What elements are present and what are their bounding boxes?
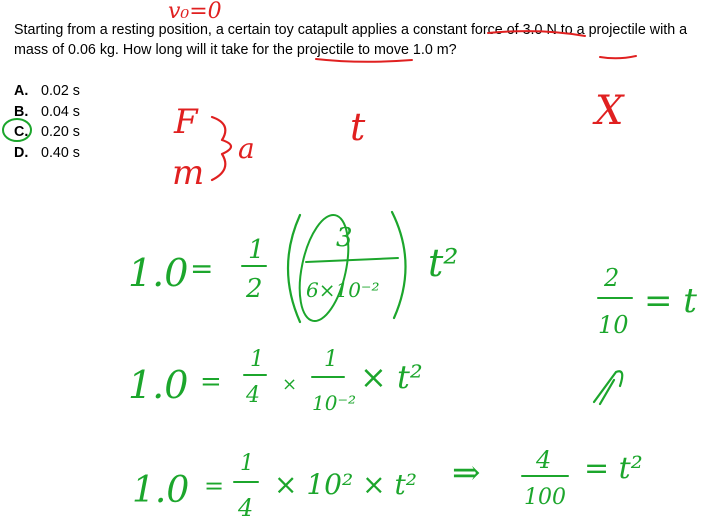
choice-text: 0.04 s xyxy=(41,103,80,120)
force-symbol: F xyxy=(174,102,198,142)
eq1-close-paren xyxy=(392,212,406,318)
choice-letter: D. xyxy=(14,145,29,162)
choice-text: 0.02 s xyxy=(41,83,80,99)
underline-how-long xyxy=(316,59,412,62)
eq1-t-squared: t² xyxy=(428,241,459,285)
eq1-frac-den: 6×10⁻² xyxy=(306,278,380,302)
eq3-result-eq: = t² xyxy=(584,451,643,486)
eq3-lhs: 1.0 xyxy=(132,470,190,511)
eq1-equals: = xyxy=(190,252,214,285)
brace-mark xyxy=(212,117,231,180)
eq2-frac-den: 10⁻² xyxy=(312,391,357,415)
underline-distance xyxy=(600,56,636,58)
choice-text: 0.20 s xyxy=(41,124,80,141)
v0-note: v₀=0 xyxy=(168,0,222,24)
choice-letter: B. xyxy=(14,103,29,120)
question-text: Starting from a resting position, a certain toy catapult applies a constant force of 3.0 N to a projectile with a mass of 0.06 kg. How long will it take for the projectile to move 1.0 m? xyxy=(14,22,688,58)
eq2-equals: = xyxy=(200,367,222,397)
time-symbol: t xyxy=(350,105,366,149)
eq1-frac-num: 3 xyxy=(336,223,353,253)
eq3-result-den: 100 xyxy=(524,485,566,510)
choice-letter: C. xyxy=(14,124,29,141)
eq3-quarter-den: 4 xyxy=(238,494,254,522)
eq3-quarter-num: 1 xyxy=(240,451,254,476)
accel-symbol: a xyxy=(238,132,255,165)
eq2-quarter-den: 4 xyxy=(246,383,260,408)
side-frac-den: 10 xyxy=(598,311,629,339)
eq2-t-squared: × t² xyxy=(360,358,423,396)
mass-symbol: m xyxy=(172,153,205,193)
eq3-result-num: 4 xyxy=(536,446,552,474)
side-frac-num: 2 xyxy=(604,264,620,292)
underline-constant-force xyxy=(488,31,585,36)
eq1-half-num: 1 xyxy=(248,235,265,265)
eq1-open-paren xyxy=(288,215,300,322)
eq2-times: × xyxy=(282,374,298,395)
eq3-equals: = xyxy=(204,472,225,500)
side-arrow-mark xyxy=(594,371,622,404)
eq2-lhs: 1.0 xyxy=(128,363,189,407)
choice-text: 0.40 s xyxy=(41,145,80,162)
eq1-lhs: 1.0 xyxy=(128,251,189,295)
eq3-arrow: ⇒ xyxy=(452,453,481,493)
eq1-frac-bar xyxy=(306,258,398,262)
x-symbol: X xyxy=(595,88,624,134)
eq1-half-den: 2 xyxy=(246,274,263,304)
eq2-quarter-num: 1 xyxy=(250,347,264,372)
choice-letter: A. xyxy=(14,83,29,99)
side-equals-t: = t xyxy=(644,281,697,321)
eq3-rest: × 10² × t² xyxy=(274,468,417,501)
answer-circle-mark xyxy=(3,119,31,141)
eq2-frac-num: 1 xyxy=(324,347,338,372)
